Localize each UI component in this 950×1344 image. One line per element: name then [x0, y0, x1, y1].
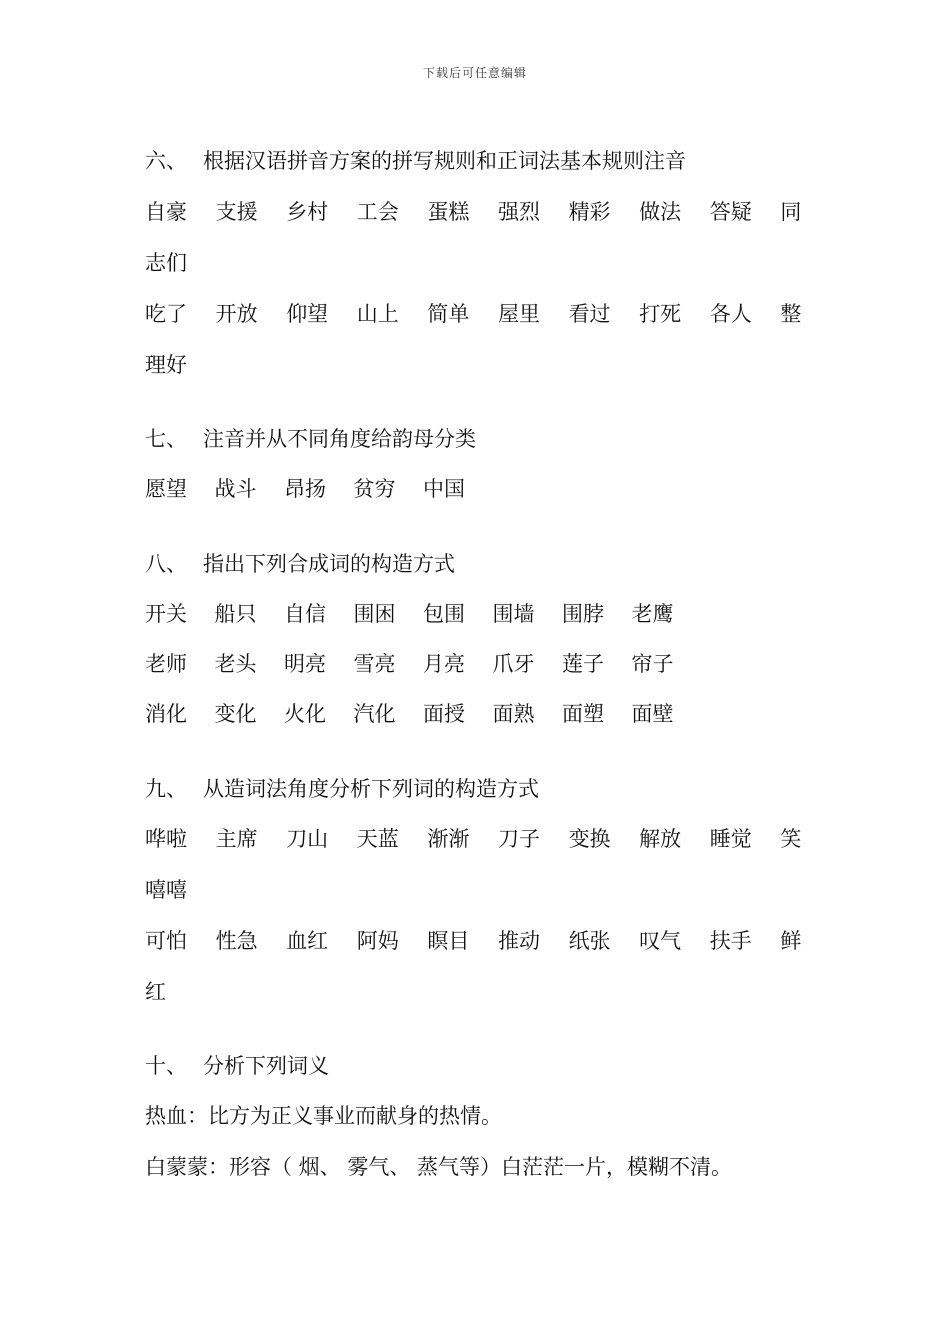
word: 纸张 [568, 929, 611, 953]
word-row [145, 474, 493, 504]
word-row [145, 248, 187, 278]
word: 中国 [423, 477, 465, 501]
word: 血红 [286, 929, 329, 953]
word: 整 [780, 302, 802, 326]
word: 汽化 [353, 702, 396, 726]
word: 月亮 [423, 652, 465, 676]
section-number: 十、 [145, 1054, 187, 1078]
section-number: 九、 [145, 777, 187, 801]
word: 叹气 [639, 929, 682, 953]
word: 乡村 [286, 200, 329, 224]
section-number: 六、 [145, 149, 187, 173]
word: 吃了 [145, 302, 187, 326]
word: 围脖 [562, 602, 604, 626]
section-heading-6 [145, 146, 686, 176]
word: 阿妈 [356, 929, 399, 953]
word: 红 [145, 980, 166, 1004]
word: 仰望 [286, 302, 329, 326]
word: 简单 [427, 302, 470, 326]
word: 睡觉 [709, 827, 752, 851]
word: 面塑 [562, 702, 604, 726]
word: 刀山 [286, 827, 329, 851]
word: 面壁 [631, 702, 674, 726]
word: 战斗 [214, 477, 257, 501]
word: 变化 [214, 702, 257, 726]
word-row [145, 299, 801, 329]
word: 自豪 [145, 200, 187, 224]
word: 看过 [568, 302, 611, 326]
word: 鲜 [780, 929, 802, 953]
word-row [145, 599, 701, 629]
word: 理好 [145, 353, 187, 377]
section-title: 注音并从不同角度给韵母分类 [203, 427, 476, 451]
word: 工会 [356, 200, 399, 224]
section-title: 指出下列合成词的构造方式 [203, 552, 455, 576]
word-row [145, 197, 801, 227]
word: 解放 [639, 827, 682, 851]
word: 蛋糕 [427, 200, 470, 224]
word-row [145, 824, 801, 854]
word: 帘子 [631, 652, 674, 676]
word: 开放 [215, 302, 258, 326]
word: 志们 [145, 251, 187, 275]
word: 莲子 [562, 652, 604, 676]
word: 自信 [284, 602, 326, 626]
word: 明亮 [284, 652, 326, 676]
word: 消化 [145, 702, 187, 726]
word: 昂扬 [284, 477, 326, 501]
word: 老师 [145, 652, 187, 676]
word: 天蓝 [356, 827, 399, 851]
word: 雪亮 [353, 652, 396, 676]
definition: 白蒙蒙：形容（ 烟、 雾气、 蒸气等）白茫茫一片，模糊不清。 [145, 1155, 733, 1179]
section-title: 根据汉语拼音方案的拼写规则和正词法基本规则注音 [203, 149, 686, 173]
section-number: 七、 [145, 427, 187, 451]
word: 老头 [214, 652, 257, 676]
section-heading-7 [145, 424, 476, 454]
word: 爪牙 [492, 652, 535, 676]
word: 火化 [284, 702, 326, 726]
word: 渐渐 [427, 827, 470, 851]
word: 刀子 [497, 827, 540, 851]
section-title: 分析下列词义 [203, 1054, 329, 1078]
word-row [145, 699, 701, 729]
word: 精彩 [568, 200, 611, 224]
word: 性急 [215, 929, 258, 953]
section-heading-9 [145, 774, 539, 804]
section-number: 八、 [145, 552, 187, 576]
word: 山上 [356, 302, 399, 326]
section-heading-8 [145, 549, 455, 579]
word: 围墙 [492, 602, 535, 626]
word: 老鹰 [631, 602, 674, 626]
word: 同 [780, 200, 802, 224]
word-row [145, 977, 166, 1007]
word: 变换 [568, 827, 611, 851]
word: 贫穷 [353, 477, 396, 501]
word: 面授 [423, 702, 465, 726]
word: 笑 [780, 827, 802, 851]
word-row [145, 875, 187, 905]
word: 强烈 [497, 200, 540, 224]
word-row [145, 926, 801, 956]
word: 嘻嘻 [145, 878, 187, 902]
word: 支援 [215, 200, 258, 224]
definition: 热血：比方为正义事业而献身的热情。 [145, 1104, 502, 1128]
word: 打死 [639, 302, 682, 326]
word: 围困 [353, 602, 396, 626]
section-title: 从造词法角度分析下列词的构造方式 [203, 777, 539, 801]
page-header: 下载后可任意编辑 [422, 66, 527, 80]
word: 各人 [709, 302, 752, 326]
word: 面熟 [492, 702, 535, 726]
word: 开关 [145, 602, 187, 626]
word: 屋里 [497, 302, 540, 326]
word: 做法 [639, 200, 682, 224]
word: 哗啦 [145, 827, 187, 851]
word: 包围 [423, 602, 465, 626]
word: 瞑目 [427, 929, 470, 953]
word: 推动 [497, 929, 540, 953]
word-row [145, 649, 701, 679]
word: 船只 [214, 602, 257, 626]
word: 可怕 [145, 929, 187, 953]
word: 愿望 [145, 477, 187, 501]
section-heading-10 [145, 1051, 329, 1081]
word: 主席 [215, 827, 258, 851]
word-row [145, 350, 187, 380]
word: 扶手 [709, 929, 752, 953]
word: 答疑 [709, 200, 752, 224]
